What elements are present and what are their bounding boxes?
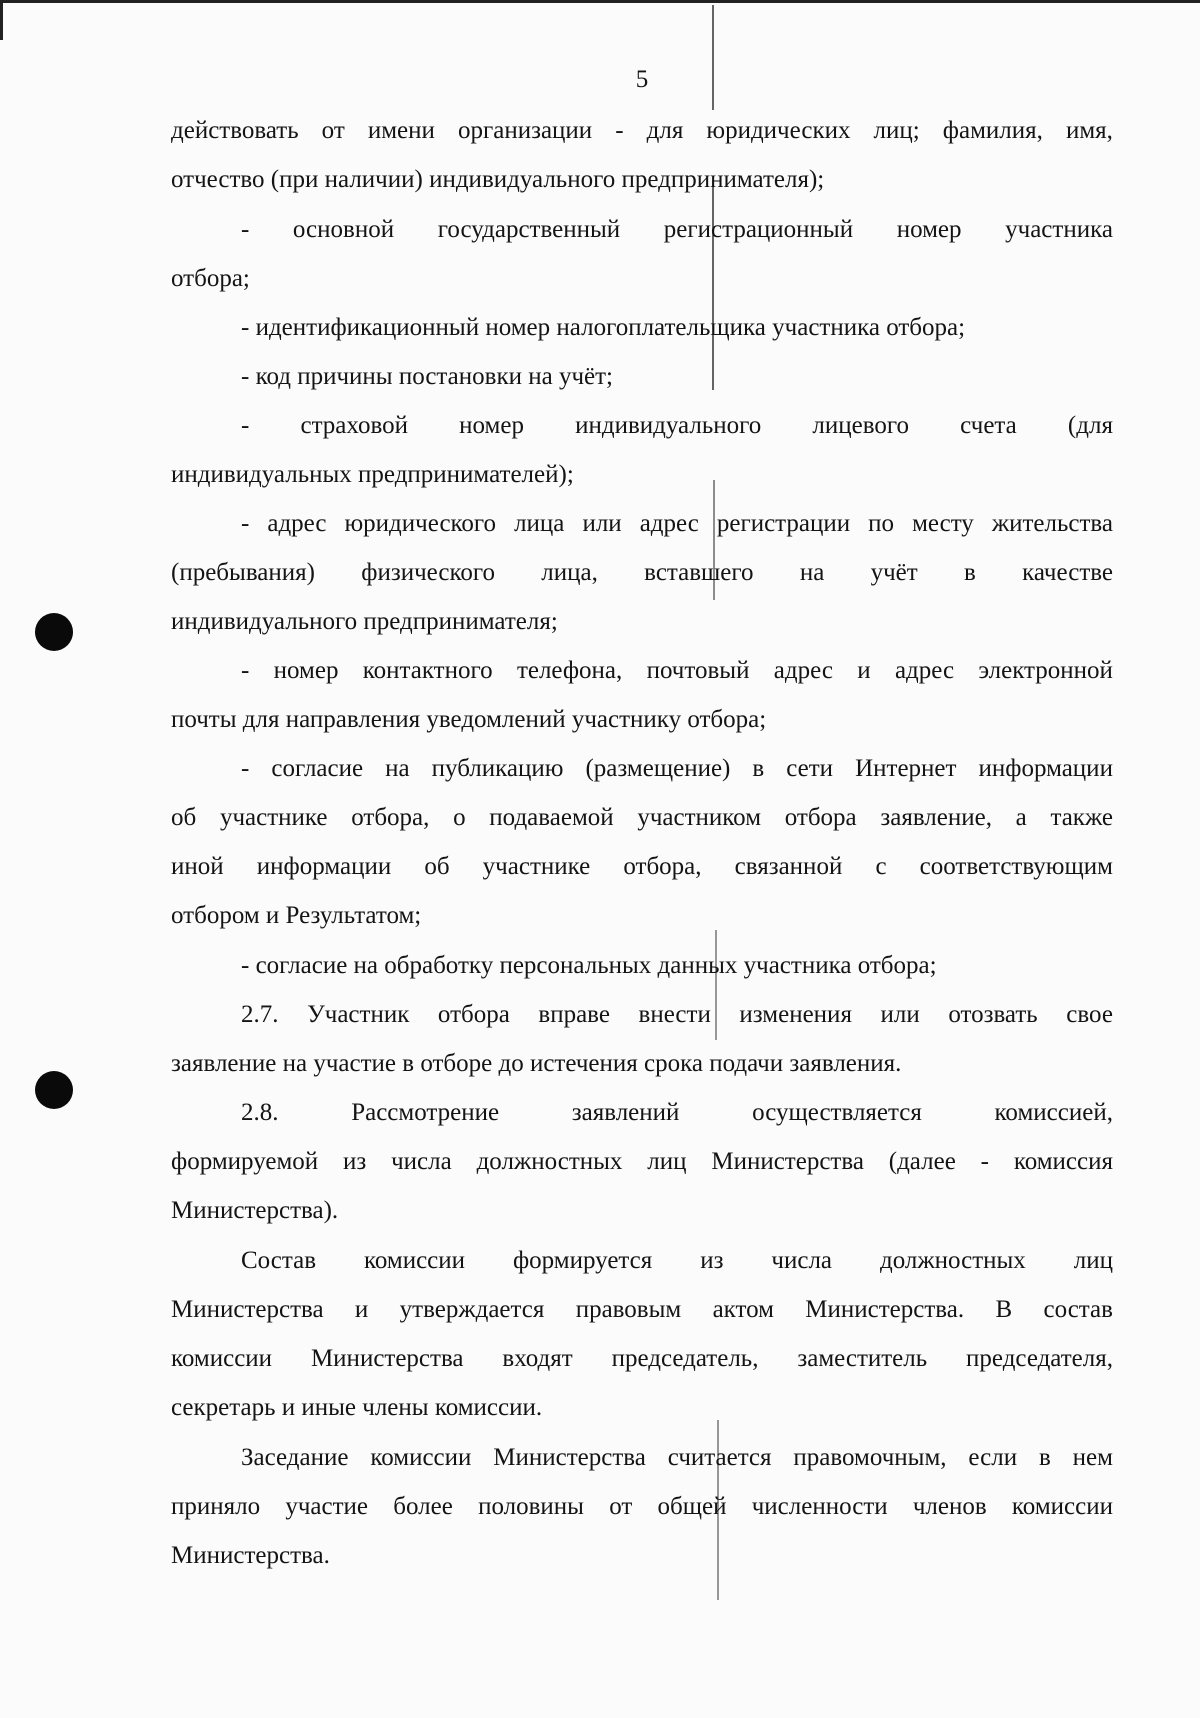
text-line: Состав комиссии формируется из числа должностных лиц <box>241 1247 1113 1274</box>
text-line: - согласие на публикацию (размещение) в сети Интернет информации <box>241 755 1113 782</box>
text-line: индивидуальных предпринимателей); <box>171 461 574 488</box>
text-line: 2.8. Рассмотрение заявлений осуществляется комиссией, <box>241 1099 1113 1126</box>
text-line: отбора; <box>171 265 250 292</box>
text-line: приняло участие более половины от общей численности членов комиссии <box>171 1493 1113 1520</box>
text-line: заявление на участие в отборе до истечения срока подачи заявления. <box>171 1050 902 1077</box>
text-line: - номер контактного телефона, почтовый адрес и адрес электронной <box>241 657 1113 684</box>
punch-hole-bottom <box>35 1071 73 1109</box>
text-line: отбором и Результатом; <box>171 902 422 929</box>
text-line: почты для направления уведомлений участнику отбора; <box>171 706 767 733</box>
text-line: формируемой из числа должностных лиц Министерства (далее - комиссия <box>171 1148 1113 1175</box>
text-line: Министерства). <box>171 1197 339 1224</box>
text-line: - код причины постановки на учёт; <box>241 363 613 390</box>
text-line: отчество (при наличии) индивидуального предпринимателя); <box>171 166 825 193</box>
text-line: - основной государственный регистрационный номер участника <box>241 216 1113 243</box>
text-line: (пребывания) физического лица, вставшего на учёт в качестве <box>171 559 1113 586</box>
text-line: Министерства и утверждается правовым актом Министерства. В состав <box>171 1296 1113 1323</box>
punch-hole-top <box>35 613 73 651</box>
text-line: - согласие на обработку персональных данных участника отбора; <box>241 952 937 979</box>
text-line: - идентификационный номер налогоплательщика участника отбора; <box>241 314 966 341</box>
page-number: 5 <box>635 66 649 93</box>
text-line: об участнике отбора, о подаваемой участником отбора заявление, а также <box>171 804 1113 831</box>
text-line: иной информации об участнике отбора, связанной с соответствующим <box>171 853 1113 880</box>
text-line: - страховой номер индивидуального лицевого счета (для <box>241 412 1113 439</box>
text-line: действовать от имени организации - для юридических лиц; фамилия, имя, <box>171 117 1113 144</box>
text-line: Заседание комиссии Министерства считается правомочным, если в нем <box>241 1444 1113 1471</box>
text-line: индивидуального предпринимателя; <box>171 608 558 635</box>
text-line: секретарь и иные члены комиссии. <box>171 1394 543 1421</box>
text-line: 2.7. Участник отбора вправе внести изменения или отозвать свое <box>241 1001 1113 1028</box>
text-line: комиссии Министерства входят председатель, заместитель председателя, <box>171 1345 1113 1372</box>
text-line: - адрес юридического лица или адрес регистрации по месту жительства <box>241 510 1113 537</box>
text-line: Министерства. <box>171 1542 330 1569</box>
